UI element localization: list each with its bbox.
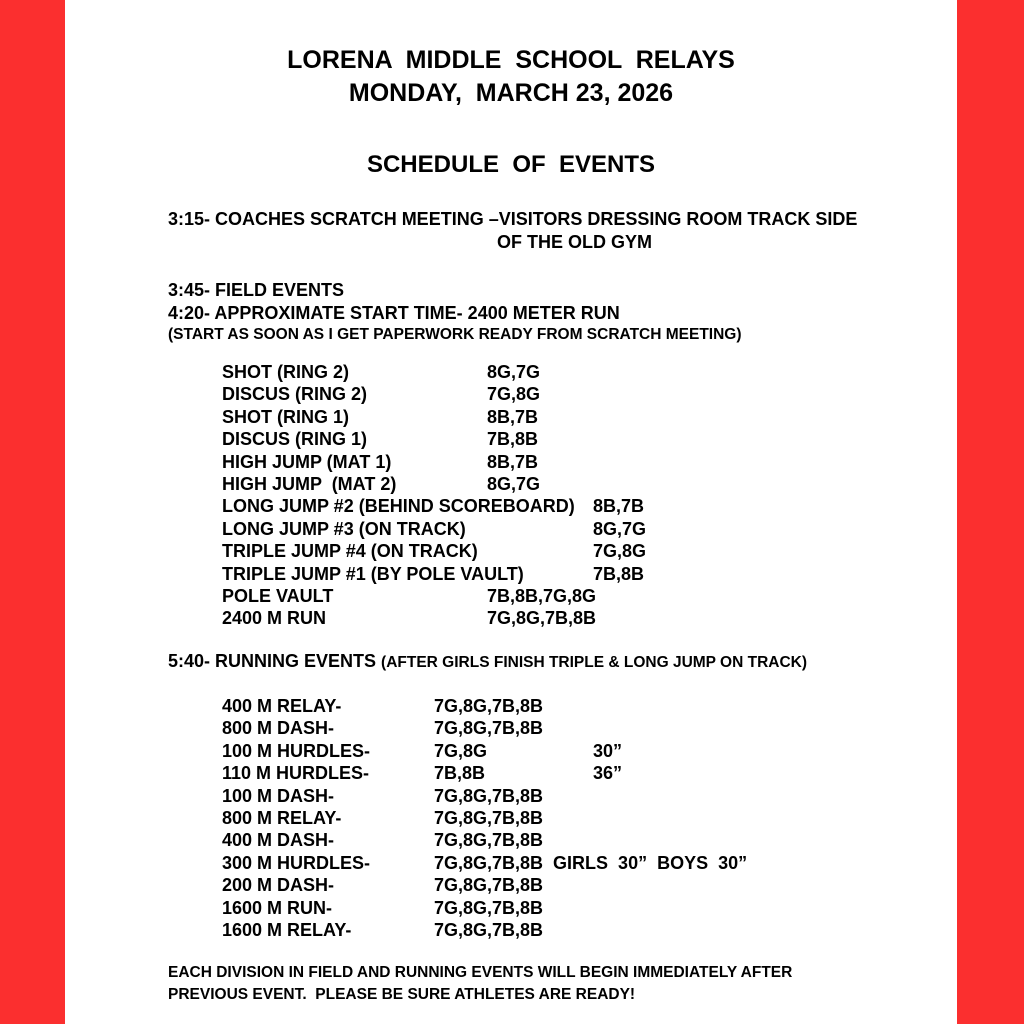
document-header (65, 44, 957, 110)
running-event-row (168, 762, 927, 784)
running-events-heading (168, 650, 927, 673)
event-divisions: 7B,8B (487, 429, 539, 450)
running-events-heading-time: 5:40- RUNNING EVENTS (168, 650, 382, 671)
event-name: TRIPLE JUMP #4 (ON TRACK) (222, 541, 478, 562)
field-event-row (168, 473, 927, 495)
running-event-row (168, 740, 927, 762)
event-divisions: 8G,7G (593, 518, 647, 539)
event-divisions: 7G,8G,7B,8B (434, 807, 544, 828)
event-name: POLE VAULT (222, 586, 334, 607)
scratch-meeting-section (168, 208, 927, 253)
field-event-row (168, 451, 927, 473)
event-divisions: 7G,8G,7B,8B (434, 897, 544, 918)
event-divisions: 7G,8G,7B,8B (434, 830, 544, 851)
field-event-row (168, 607, 927, 629)
event-divisions: 7G,8G,7B,8B (434, 785, 544, 806)
event-name: DISCUS (RING 1) (222, 429, 368, 450)
running-event-row (168, 807, 927, 829)
field-events-heading: 3:45- FIELD EVENTS (168, 280, 345, 300)
event-divisions: 7G,8G,7B,8B (487, 608, 597, 629)
field-event-row (168, 540, 927, 562)
event-name: 100 M DASH- (222, 785, 335, 806)
running-event-row (168, 717, 927, 739)
event-name: HIGH JUMP (MAT 1) (222, 451, 392, 472)
running-event-row (168, 785, 927, 807)
event-name: 2400 M RUN (222, 608, 327, 629)
event-name: LONG JUMP #2 (BEHIND SCOREBOARD) (222, 496, 575, 517)
event-name: 300 M HURDLES- (222, 852, 371, 873)
running-event-row (168, 695, 927, 717)
event-name: 1600 M RUN- (222, 897, 333, 918)
footer-note: EACH DIVISION IN FIELD AND RUNNING EVENTS WILL BEGIN IMMEDIATELY AFTER PREVIOUS EVENT. PLEASE BE SURE ATHLETES ARE READY! (168, 964, 797, 1004)
schedule-document (65, 0, 957, 1024)
event-name: DISCUS (RING 2) (222, 384, 368, 405)
meet-title: LORENA MIDDLE SCHOOL RELAYS (287, 46, 735, 74)
event-name: 200 M DASH- (222, 875, 335, 896)
event-divisions: 7B,8B,7G,8G (487, 586, 597, 607)
running-events-section (168, 650, 927, 941)
field-event-row (168, 518, 927, 540)
field-event-row (168, 406, 927, 428)
field-event-row (168, 383, 927, 405)
event-name: 110 M HURDLES- (222, 763, 370, 784)
schedule-subtitle: SCHEDULE OF EVENTS (366, 151, 656, 178)
right-red-border (957, 0, 1024, 1024)
field-event-row (168, 361, 927, 383)
running-event-row (168, 919, 927, 941)
event-divisions: 7G,8G,7B,8B (434, 875, 544, 896)
document-body (65, 208, 957, 1006)
field-event-row (168, 428, 927, 450)
running-event-row (168, 852, 927, 874)
running-events-heading-note: (AFTER GIRLS FINISH TRIPLE & LONG JUMP ON TRACK) (381, 653, 808, 671)
event-name: 100 M HURDLES- (222, 740, 371, 761)
running-event-row (168, 829, 927, 851)
event-name: SHOT (RING 2) (222, 362, 350, 382)
event-name: SHOT (RING 1) (222, 406, 350, 427)
field-events-section (168, 279, 927, 630)
event-name: 1600 M RELAY- (222, 919, 352, 940)
running-event-row (168, 874, 927, 896)
event-divisions: 7B,8B (434, 763, 486, 784)
start-time-note: (START AS SOON AS I GET PAPERWORK READY FROM SCRATCH MEETING) (168, 326, 742, 343)
document-footer (168, 962, 927, 1006)
event-divisions: 7G,8G,7B,8B GIRLS 30” BOYS 30” (434, 852, 748, 873)
event-divisions: 8B,7B (487, 406, 539, 427)
field-events-table (168, 361, 927, 630)
running-event-row (168, 897, 927, 919)
event-divisions: 8B,7B (593, 496, 645, 517)
event-divisions: 7G,8G,7B,8B (434, 718, 544, 739)
event-divisions: 7G,8G (487, 384, 541, 405)
event-divisions: 8B,7B (487, 451, 539, 472)
event-name: LONG JUMP #3 (ON TRACK) (222, 518, 466, 539)
left-red-border (0, 0, 65, 1024)
hurdle-height: 36” (593, 763, 623, 784)
event-name: 400 M DASH- (222, 830, 335, 851)
event-name: TRIPLE JUMP #1 (BY POLE VAULT) (222, 563, 524, 584)
meet-date: MONDAY, MARCH 23, 2026 (348, 79, 674, 107)
event-name: 800 M DASH- (222, 718, 335, 739)
event-name: 800 M RELAY- (222, 807, 342, 828)
field-event-row (168, 585, 927, 607)
event-name: 400 M RELAY- (222, 695, 342, 716)
field-event-row (168, 563, 927, 585)
event-divisions: 7B,8B (593, 563, 645, 584)
scratch-meeting-line2: OF THE OLD GYM (497, 231, 652, 252)
start-time-heading: 4:20- APPROXIMATE START TIME- 2400 METER RUN (168, 302, 620, 323)
scratch-meeting-line1: 3:15- COACHES SCRATCH MEETING –VISITORS DRESSING ROOM TRACK SIDE (168, 209, 858, 229)
hurdle-height: 30” (593, 740, 623, 761)
event-divisions: 7G,8G (593, 541, 647, 562)
event-divisions: 7G,8G (434, 740, 488, 761)
event-divisions: 8G,7G (487, 474, 541, 495)
running-events-table (168, 695, 927, 941)
event-divisions: 7G,8G,7B,8B (434, 695, 544, 716)
event-divisions: 8G,7G (487, 362, 541, 382)
event-divisions: 7G,8G,7B,8B (434, 919, 544, 940)
field-event-row (168, 495, 927, 517)
event-name: HIGH JUMP (MAT 2) (222, 474, 397, 495)
